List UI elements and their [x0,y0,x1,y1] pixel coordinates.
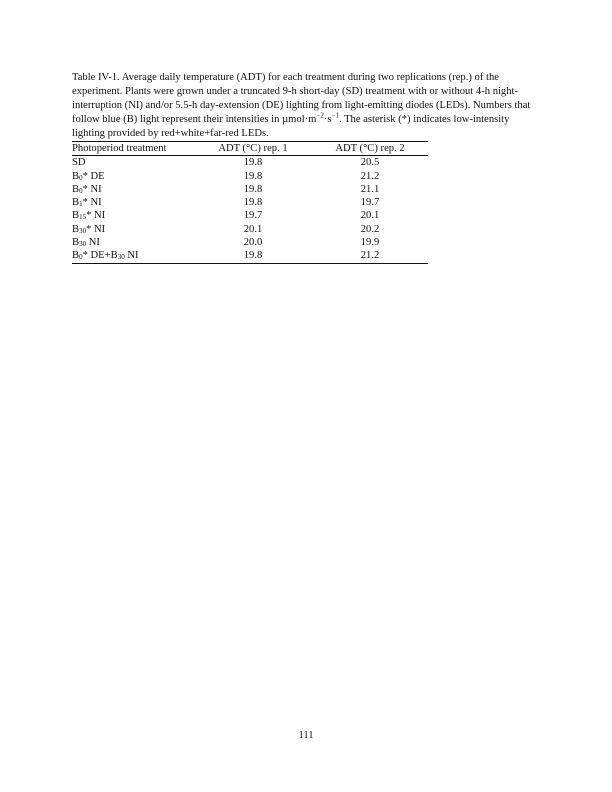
header-photoperiod: Photoperiod treatment [72,142,194,156]
treatment-text: B [72,250,80,262]
rep2-cell: 20.2 [360,223,380,235]
page-number: 111 [298,730,314,741]
caption-superscript: −1 [331,111,339,120]
treatment-subscript: 0 [79,253,83,262]
treatment-text: * NI [82,197,102,209]
treatment-text: SD [72,157,86,169]
rep2-cell: 19.7 [360,197,380,209]
treatment-cell [72,156,194,170]
table-row [72,196,428,209]
treatment-subscript: 30 [79,226,87,235]
treatment-text: B [72,237,80,249]
treatment-text: * DE+B [82,250,118,262]
treatment-subscript: 1 [79,200,83,209]
treatment-text: NI [124,250,139,262]
rep1-cell: 19.8 [194,249,312,263]
rep1-cell: 19.8 [243,157,263,169]
caption-superscript: −2 [316,111,324,120]
treatment-subscript: 0 [79,186,83,195]
treatment-text: B [72,183,80,195]
table-row [72,156,428,170]
treatment-cell [72,196,194,209]
caption-text: . The asterisk (*) indicates low-intensity lighting provided by red+white+far-red LEDs. [72,114,510,139]
rep1-cell: 19.8 [243,197,263,209]
caption-text: ·s [323,114,332,125]
rep2-cell: 20.5 [360,157,380,169]
rep1-cell: 20.1 [243,223,263,235]
treatment-cell [72,236,194,249]
treatment-text: * DE [82,170,105,182]
rep1-cell: 19.7 [243,210,263,222]
caption-text: Table IV-1. Average daily temperature (ADT) for each treatment during two replications (rep.) of the experiment. Plants were grown under a truncated 9-h short-day (SD) treatment with or without 4-h night-interruption (NI) and/or 5.5-h day-extension (DE) lighting from light-emitting diodes (LEDs). Numbers that follow blue (B) light represent their intensities in µmol·m [72,72,531,125]
temperature-table [72,141,428,264]
treatment-text: * NI [86,210,106,222]
table-row [72,170,428,183]
rep2-cell: 21.2 [312,249,428,263]
rep2-cell: 21.2 [360,170,380,182]
rep1-cell: 20.0 [243,237,263,249]
header-rep1: ADT (°C) rep. 1 [194,142,312,156]
treatment-text: NI [86,237,100,249]
treatment-text: B [72,210,80,222]
table-caption [72,71,542,141]
header-rep2: ADT (°C) rep. 2 [312,142,428,156]
treatment-cell [72,223,194,236]
table-row [72,249,428,263]
treatment-text: * NI [82,183,102,195]
treatment-cell [72,183,194,196]
treatment-cell [72,249,194,263]
rep1-cell: 19.8 [243,170,263,182]
treatment-text: B [72,170,80,182]
table-row [72,209,428,222]
table-row [72,183,428,196]
treatment-text: * NI [86,223,106,235]
table-row [72,236,428,249]
treatment-cell [72,209,194,222]
table-header-row [72,142,428,156]
treatment-text: B [72,223,80,235]
table-row [72,223,428,236]
treatment-text: B [72,197,80,209]
treatment-subscript: 30 [117,253,125,262]
treatment-subscript: 15 [79,213,87,222]
rep2-cell: 20.1 [360,210,380,222]
rep1-cell: 19.8 [243,183,263,195]
rep2-cell: 21.1 [360,183,380,195]
table-body [72,156,428,263]
treatment-subscript: 30 [79,240,87,249]
treatment-subscript: 0 [79,173,83,182]
treatment-cell [72,170,194,183]
rep2-cell: 19.9 [360,237,380,249]
